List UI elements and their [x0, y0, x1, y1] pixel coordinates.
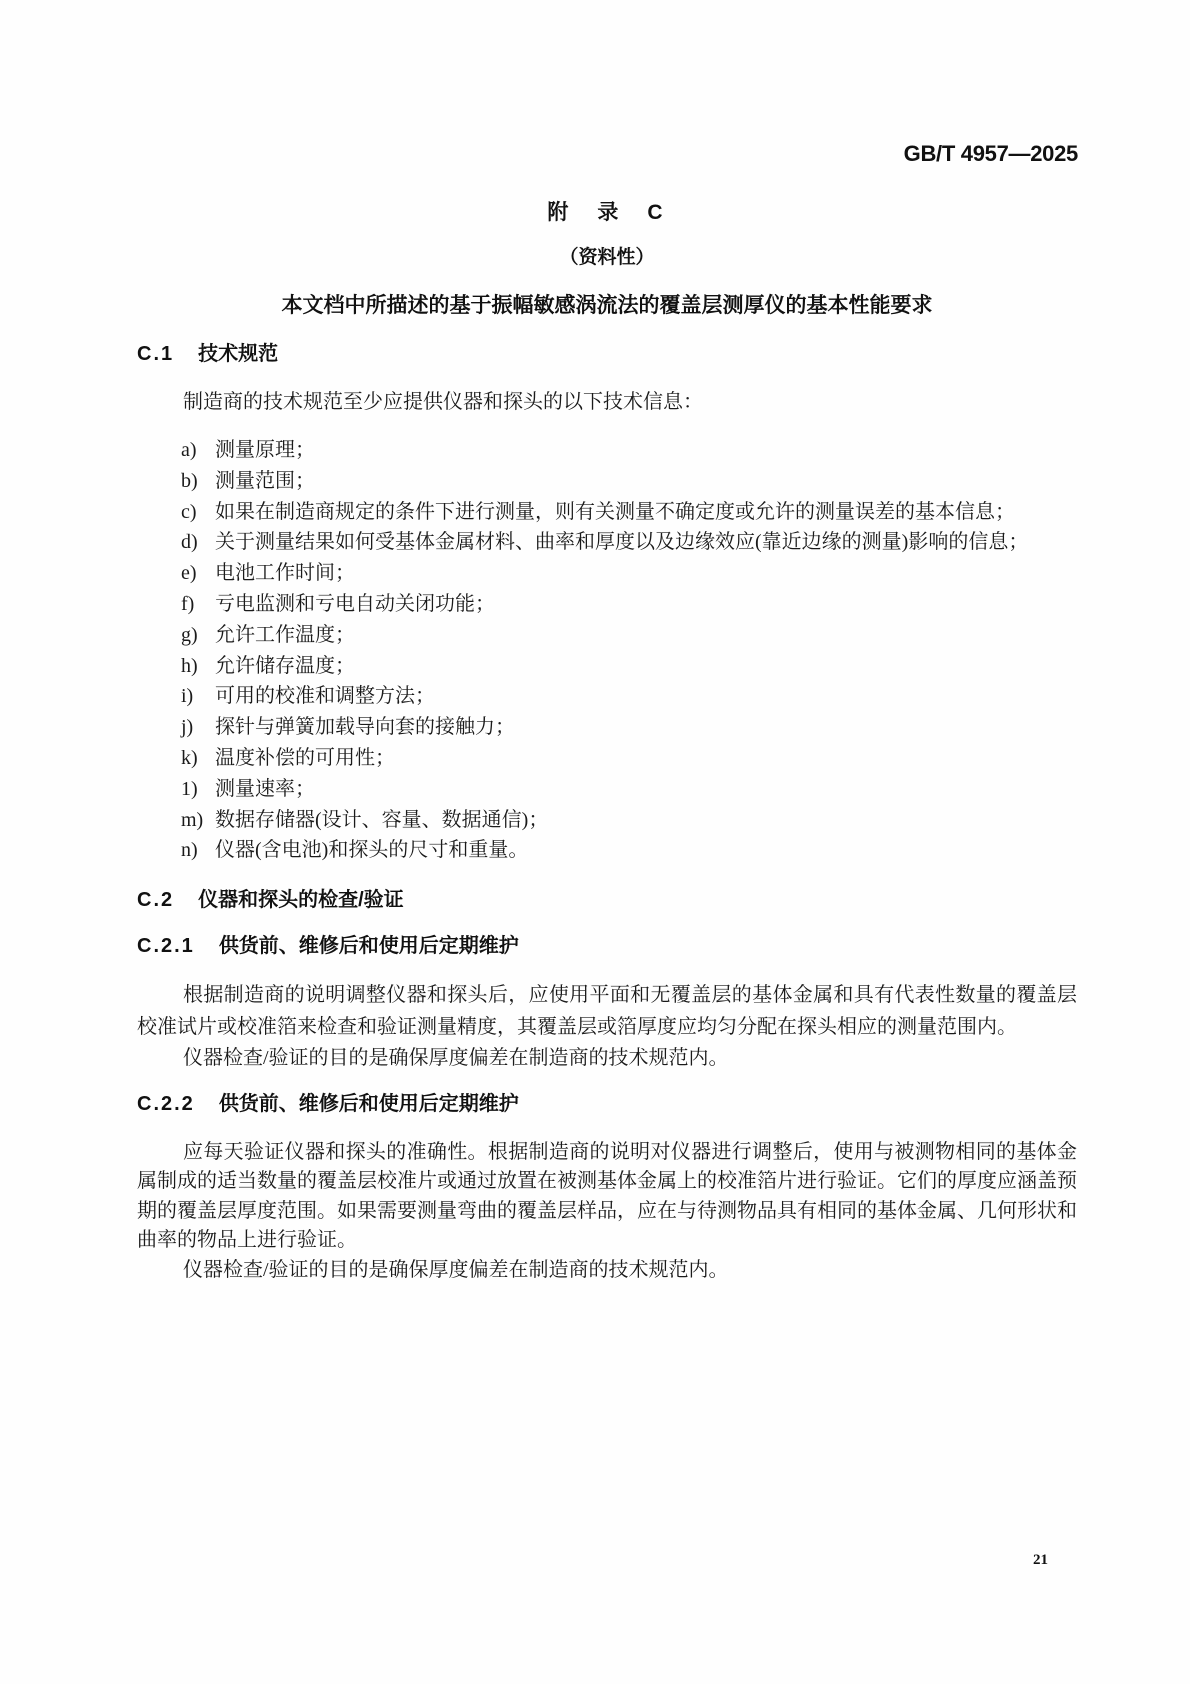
page-number: 21	[1033, 1552, 1048, 1568]
c21-paragraph-2: 仪器检查/验证的目的是确保厚度偏差在制造商的技术规范内。	[183, 1047, 729, 1070]
list-item	[137, 466, 1077, 497]
list-item-text: 温度补偿的可用性；	[215, 746, 395, 769]
list-item	[137, 681, 1077, 712]
list-item-marker: c)	[181, 500, 197, 523]
list-item-text: 如果在制造商规定的条件下进行测量，则有关测量不确定度或允许的测量误差的基本信息；	[215, 500, 1015, 523]
list-item	[137, 743, 1077, 774]
list-item-marker: k)	[181, 746, 198, 769]
section-c2-number: C.2	[137, 889, 175, 912]
list-item-text: 允许工作温度；	[215, 623, 355, 646]
list-item-marker: j)	[181, 716, 194, 739]
section-c21-number: C.2.1	[137, 935, 195, 958]
list-item	[137, 435, 1077, 466]
standard-number: GB/T 4957—2025	[903, 141, 1078, 166]
c1-spec-list	[137, 435, 1077, 866]
page-content	[137, 0, 1077, 1285]
section-c22-title: 供货前、维修后和使用后定期维护	[218, 1092, 519, 1115]
section-c21-title: 供货前、维修后和使用后定期维护	[218, 935, 519, 958]
list-item	[137, 558, 1077, 589]
list-item	[137, 835, 1077, 866]
list-item	[137, 589, 1077, 620]
section-c22-heading	[137, 1090, 1077, 1118]
list-item-text: 关于测量结果如何受基体金属材料、曲率和厚度以及边缘效应(靠近边缘的测量)影响的信息；	[215, 531, 1029, 554]
list-item-marker: 1)	[181, 777, 198, 800]
list-item-marker: e)	[181, 562, 197, 585]
section-c1-title: 技术规范	[198, 343, 279, 365]
list-item-text: 测量原理；	[215, 439, 315, 461]
list-item-text: 亏电监测和亏电自动关闭功能；	[215, 592, 495, 615]
list-item-text: 数据存储器(设计、容量、数据通信)；	[215, 808, 549, 831]
list-item-marker: h)	[181, 654, 198, 677]
list-item	[137, 527, 1077, 558]
list-item	[137, 620, 1077, 651]
c22-paragraph-1: 应每天验证仪器和探头的准确性。根据制造商的说明对仪器进行调整后，使用与被测物相同的基体金属制成的适当数量的覆盖层校准片或通过放置在被测基体金属上的校准箔片进行验证。它们的厚度应涵盖预期的覆盖层厚度范围。如果需要测量弯曲的覆盖层样品，应在与待测物品具有相同的基体金属、几何形状和曲率的物品上进行验证。	[137, 1140, 1077, 1252]
list-item-text: 测量速率；	[215, 777, 315, 800]
list-item-marker: f)	[181, 592, 195, 615]
list-item-marker: d)	[181, 531, 198, 554]
list-item	[137, 712, 1077, 743]
appendix-label: 附 录 C	[547, 201, 667, 224]
list-item-marker: b)	[181, 469, 198, 492]
section-c22-number: C.2.2	[137, 1092, 195, 1115]
section-c2-heading	[137, 886, 1077, 914]
list-item-text: 探针与弹簧加载导向套的接触力；	[215, 716, 515, 739]
list-item-marker: a)	[181, 439, 197, 461]
list-item-marker: i)	[181, 685, 194, 708]
list-item	[137, 497, 1077, 528]
list-item-text: 测量范围；	[215, 469, 315, 492]
section-c2-title: 仪器和探头的检查/验证	[198, 889, 404, 912]
section-c21-heading	[137, 932, 1077, 960]
list-item-marker: g)	[181, 623, 198, 646]
list-item	[137, 774, 1077, 805]
list-item	[137, 805, 1077, 836]
list-item	[137, 651, 1077, 682]
list-item-text: 可用的校准和调整方法；	[215, 685, 435, 708]
c22-paragraph-2: 仪器检查/验证的目的是确保厚度偏差在制造商的技术规范内。	[183, 1258, 729, 1281]
list-item-text: 允许储存温度；	[215, 654, 355, 677]
section-c1-heading	[137, 340, 1077, 368]
list-item-text: 电池工作时间；	[215, 562, 355, 585]
list-item-text: 仪器(含电池)和探头的尺寸和重量。	[215, 839, 529, 862]
appendix-classification: （资料性）	[559, 247, 655, 268]
list-item-marker: m)	[181, 808, 204, 831]
c1-intro-paragraph: 制造商的技术规范至少应提供仪器和探头的以下技术信息：	[183, 391, 703, 413]
section-c1-number: C.1	[137, 343, 175, 365]
c21-paragraph-1: 根据制造商的说明调整仪器和探头后，应使用平面和无覆盖层的基体金属和具有代表性数量的覆盖层校准试片或校准箔来检查和验证测量精度，其覆盖层或箔厚度应均匀分配在探头相应的测量范围内。	[137, 984, 1077, 1038]
list-item-marker: n)	[181, 839, 198, 862]
appendix-title: 本文档中所描述的基于振幅敏感涡流法的覆盖层测厚仪的基本性能要求	[281, 294, 933, 317]
